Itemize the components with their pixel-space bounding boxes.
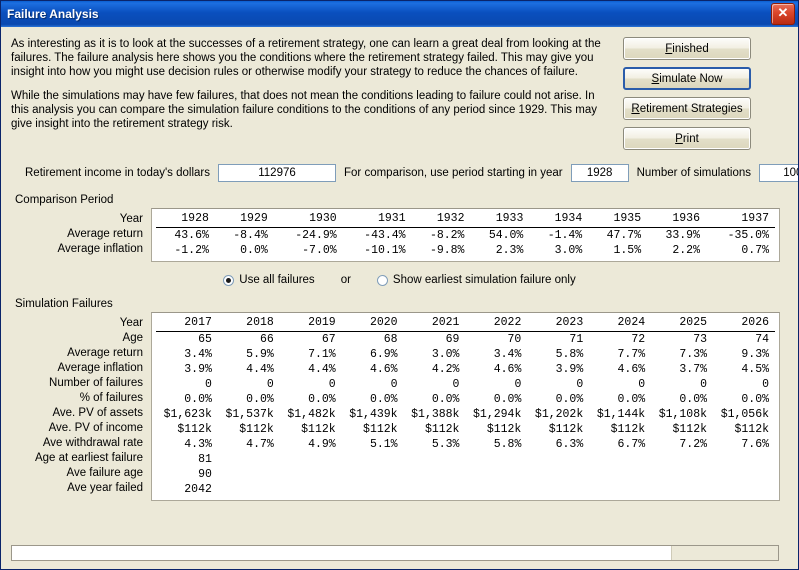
comparison-return-5: 54.0%	[488, 229, 524, 242]
failures-pct-4: 0.0%	[431, 393, 460, 406]
failures-return-6: 5.8%	[555, 348, 584, 361]
simulation-failures-title: Simulation Failures	[15, 298, 113, 310]
failures-count-4: 0	[452, 378, 460, 391]
failures-count-3: 0	[390, 378, 398, 391]
action-button-column	[623, 35, 751, 150]
failures-pv-assets-1: $1,537k	[225, 408, 274, 421]
comparison-return-0: 43.6%	[174, 229, 209, 242]
failures-label-year: Year	[119, 317, 143, 329]
failures-inflation-6: 3.9%	[555, 363, 584, 376]
table-row	[156, 362, 775, 377]
failures-year-6: 2023	[527, 315, 589, 332]
failures-return-7: 7.7%	[617, 348, 646, 361]
comparison-return-3: -43.4%	[364, 229, 406, 242]
simulation-failures-group	[11, 298, 788, 501]
failures-label-average-return: Average return	[67, 347, 143, 359]
comparison-year-input[interactable]	[571, 164, 629, 182]
failures-withdrawal-3: 5.1%	[369, 438, 398, 451]
table-row	[156, 211, 775, 228]
print-button[interactable]: Print	[623, 127, 751, 150]
failures-label-ave-pv-assets: Ave. PV of assets	[52, 407, 143, 419]
comparison-return-7: 47.7%	[606, 229, 642, 242]
simulation-failures-table	[156, 315, 775, 497]
table-row	[156, 422, 775, 437]
failures-pct-9: 0.0%	[741, 393, 769, 406]
failures-pct-3: 0.0%	[369, 393, 398, 406]
failures-return-9: 9.3%	[741, 348, 769, 361]
failures-withdrawal-1: 4.7%	[246, 438, 274, 451]
radio-earliest-failure-only[interactable]	[377, 274, 576, 286]
failures-inflation-3: 4.6%	[369, 363, 398, 376]
failures-return-3: 6.9%	[369, 348, 398, 361]
comparison-inflation-2: -7.0%	[302, 244, 337, 257]
failures-pct-6: 0.0%	[555, 393, 584, 406]
table-row	[156, 392, 775, 407]
retirement-income-label: Retirement income in today's dollars	[25, 167, 210, 179]
comparison-year-0: 1928	[156, 211, 215, 228]
comparison-label-year: Year	[119, 213, 143, 225]
comparison-year-2: 1930	[274, 211, 343, 228]
comparison-return-9: -35.0%	[727, 229, 769, 242]
failures-withdrawal-7: 6.7%	[617, 438, 646, 451]
comparison-year-7: 1935	[588, 211, 647, 228]
failures-year-9: 2026	[713, 315, 775, 332]
failures-label-pct-of-failures: % of failures	[79, 392, 143, 404]
failures-inflation-7: 4.6%	[617, 363, 646, 376]
comparison-return-8: 33.9%	[665, 229, 700, 242]
failures-age-5: 70	[507, 333, 522, 346]
radio-button-icon[interactable]	[377, 275, 388, 286]
retirement-income-input[interactable]	[218, 164, 336, 182]
table-row	[156, 467, 775, 482]
failures-year-4: 2021	[404, 315, 466, 332]
failures-count-5: 0	[514, 378, 522, 391]
failures-label-ave-pv-income: Ave. PV of income	[48, 422, 143, 434]
failures-year-1: 2018	[218, 315, 280, 332]
comparison-year-9: 1937	[706, 211, 775, 228]
comparison-year-5: 1933	[470, 211, 529, 228]
intro-paragraph-2: While the simulations may have few failures, that does not mean the conditions leading to failure could not arise. In this analysis you can compare the simulation failure conditions to the conditions of any period since 1929. This may give insight into the retirement strategy risk.	[11, 90, 597, 130]
failures-pct-0: 0.0%	[184, 393, 212, 406]
comparison-inflation-9: 0.7%	[741, 244, 769, 257]
table-row	[156, 452, 775, 467]
failures-label-ave-withdrawal-rate: Ave withdrawal rate	[42, 437, 143, 449]
comparison-period-table-box	[151, 208, 780, 262]
failures-pv-assets-8: $1,108k	[658, 408, 708, 421]
failures-pv-income-2: $112k	[301, 423, 336, 436]
failures-count-8: 0	[700, 378, 708, 391]
comparison-label-average-return: Average return	[67, 228, 143, 240]
failures-inflation-9: 4.5%	[741, 363, 769, 376]
failures-pct-7: 0.0%	[617, 393, 646, 406]
close-icon[interactable]: ✕	[771, 3, 795, 25]
retirement-strategies-button[interactable]: Retirement Strategies	[623, 97, 751, 120]
failures-return-8: 7.3%	[679, 348, 708, 361]
failures-age-6: 71	[569, 333, 584, 346]
failures-label-ave-year-failed: Ave year failed	[67, 482, 143, 494]
failures-pct-8: 0.0%	[679, 393, 708, 406]
table-row	[156, 228, 775, 244]
comparison-period-table	[156, 211, 775, 258]
radio-earliest-failure-only-label: Show earliest simulation failure only	[392, 274, 576, 286]
failures-year-2: 2019	[280, 315, 342, 332]
failures-return-5: 3.4%	[493, 348, 522, 361]
table-row	[156, 315, 775, 332]
failures-year-3: 2020	[342, 315, 404, 332]
failures-withdrawal-2: 4.9%	[308, 438, 336, 451]
comparison-label-average-inflation: Average inflation	[57, 243, 143, 255]
failures-age-3: 68	[383, 333, 398, 346]
window-titlebar	[1, 1, 798, 27]
failures-year-0: 2017	[156, 315, 218, 332]
comparison-inflation-5: 2.3%	[495, 244, 524, 257]
failures-return-0: 3.4%	[184, 348, 212, 361]
failures-pct-1: 0.0%	[246, 393, 274, 406]
failure-mode-radio-group	[11, 274, 788, 286]
failures-count-2: 0	[328, 378, 336, 391]
failures-year-5: 2022	[465, 315, 527, 332]
failures-pv-assets-4: $1,388k	[411, 408, 460, 421]
failures-pv-assets-9: $1,056k	[720, 408, 769, 421]
table-row	[156, 437, 775, 452]
comparison-row-labels	[11, 212, 147, 257]
comparison-year-4: 1932	[412, 211, 471, 228]
failures-pv-assets-0: $1,623k	[163, 408, 212, 421]
failures-inflation-2: 4.4%	[308, 363, 336, 376]
comparison-inflation-1: 0.0%	[240, 244, 268, 257]
intro-and-buttons-row	[11, 35, 788, 150]
comparison-period-label: For comparison, use period starting in year	[344, 167, 563, 179]
failures-pv-income-6: $112k	[548, 423, 584, 436]
finished-button[interactable]: Finished	[623, 37, 751, 60]
parameters-row	[11, 164, 788, 182]
failures-year-7: 2024	[589, 315, 651, 332]
comparison-return-1: -8.4%	[233, 229, 268, 242]
radio-button-icon[interactable]	[223, 275, 234, 286]
failures-return-2: 7.1%	[308, 348, 336, 361]
simulate-now-button[interactable]: Simulate Now	[623, 67, 751, 90]
comparison-year-6: 1934	[529, 211, 588, 228]
failures-pv-income-9: $112k	[734, 423, 769, 436]
failures-label-age-at-earliest-failure: Age at earliest failure	[34, 452, 143, 464]
progress-bar-fill	[12, 546, 672, 560]
failures-age-7: 72	[631, 333, 646, 346]
failures-withdrawal-4: 5.3%	[431, 438, 460, 451]
failures-label-age: Age	[122, 332, 143, 344]
table-row	[156, 332, 775, 348]
comparison-return-2: -24.9%	[295, 229, 337, 242]
comparison-inflation-0: -1.2%	[174, 244, 209, 257]
failures-pv-assets-3: $1,439k	[349, 408, 398, 421]
failures-pv-assets-5: $1,294k	[473, 408, 522, 421]
failures-inflation-1: 4.4%	[246, 363, 274, 376]
table-row	[156, 407, 775, 422]
failures-pct-5: 0.0%	[493, 393, 522, 406]
failures-age-1: 66	[259, 333, 274, 346]
failures-pv-assets-6: $1,202k	[534, 408, 584, 421]
radio-or-label: or	[340, 274, 351, 286]
comparison-inflation-7: 1.5%	[613, 244, 642, 257]
failures-row-labels	[11, 316, 147, 496]
failures-age-8: 73	[693, 333, 708, 346]
failures-label-number-of-failures: Number of failures	[49, 377, 143, 389]
failures-withdrawal-5: 5.8%	[493, 438, 522, 451]
comparison-period-title: Comparison Period	[15, 194, 114, 206]
failures-label-average-inflation: Average inflation	[57, 362, 143, 374]
comparison-period-group	[11, 194, 788, 262]
failures-age-2: 67	[321, 333, 336, 346]
failures-return-1: 5.9%	[246, 348, 274, 361]
comparison-inflation-8: 2.2%	[672, 244, 700, 257]
failures-count-7: 0	[638, 378, 646, 391]
comparison-inflation-4: -9.8%	[429, 244, 465, 257]
failures-pv-income-1: $112k	[239, 423, 274, 436]
failures-label-ave-failure-age: Ave failure age	[66, 467, 143, 479]
failures-pv-income-7: $112k	[610, 423, 646, 436]
table-row	[156, 377, 775, 392]
intro-paragraph-1: As interesting as it is to look at the successes of a retirement strategy, one can learn a great deal from looking at the failures. The failure analysis here shows you the conditions where the retirement strategy failed. This may give you insight into how you might use decision rules or otherwise modify your strategy to reduce the chances of failure.	[11, 38, 601, 78]
failures-withdrawal-9: 7.6%	[741, 438, 769, 451]
failures-ave-year-failed: 2042	[184, 483, 212, 496]
failures-pv-income-8: $112k	[672, 423, 708, 436]
failures-ave-failure-age: 90	[198, 468, 212, 481]
number-of-simulations-label: Number of simulations	[636, 167, 752, 179]
failures-inflation-0: 3.9%	[184, 363, 212, 376]
failures-age-4: 69	[445, 333, 460, 346]
failures-count-0: 0	[204, 378, 212, 391]
failures-pv-income-0: $112k	[177, 423, 212, 436]
table-row	[156, 243, 775, 258]
failures-count-9: 0	[762, 378, 769, 391]
window-title: Failure Analysis	[7, 7, 99, 21]
comparison-inflation-6: 3.0%	[554, 244, 583, 257]
table-row	[156, 347, 775, 362]
failures-pv-income-3: $112k	[363, 423, 398, 436]
failures-age-0: 65	[198, 333, 212, 346]
window-client-area	[1, 27, 798, 569]
table-row	[156, 482, 775, 497]
failures-withdrawal-8: 7.2%	[679, 438, 708, 451]
failures-withdrawal-0: 4.3%	[184, 438, 212, 451]
simulation-failures-table-box	[151, 312, 780, 501]
progress-bar	[11, 545, 779, 561]
failures-pv-assets-7: $1,144k	[596, 408, 646, 421]
comparison-return-4: -8.2%	[429, 229, 465, 242]
failures-pv-income-5: $112k	[486, 423, 522, 436]
failures-age-earliest: 81	[198, 453, 212, 466]
comparison-year-1: 1929	[215, 211, 274, 228]
failures-inflation-4: 4.2%	[431, 363, 460, 376]
failures-pv-assets-2: $1,482k	[287, 408, 336, 421]
failures-count-6: 0	[576, 378, 584, 391]
failures-withdrawal-6: 6.3%	[555, 438, 584, 451]
intro-text	[11, 35, 611, 141]
comparison-inflation-3: -10.1%	[364, 244, 406, 257]
comparison-return-6: -1.4%	[547, 229, 583, 242]
failures-inflation-5: 4.6%	[493, 363, 522, 376]
failures-return-4: 3.0%	[431, 348, 460, 361]
failures-year-8: 2025	[651, 315, 713, 332]
radio-use-all-failures-label: Use all failures	[239, 274, 315, 286]
failures-pct-2: 0.0%	[308, 393, 336, 406]
number-of-simulations-input[interactable]	[759, 164, 799, 182]
failures-count-1: 0	[266, 378, 274, 391]
failures-age-9: 74	[755, 333, 769, 346]
radio-use-all-failures[interactable]	[223, 274, 314, 286]
comparison-year-3: 1931	[343, 211, 412, 228]
failures-inflation-8: 3.7%	[679, 363, 708, 376]
comparison-year-8: 1936	[647, 211, 706, 228]
failures-pv-income-4: $112k	[424, 423, 460, 436]
